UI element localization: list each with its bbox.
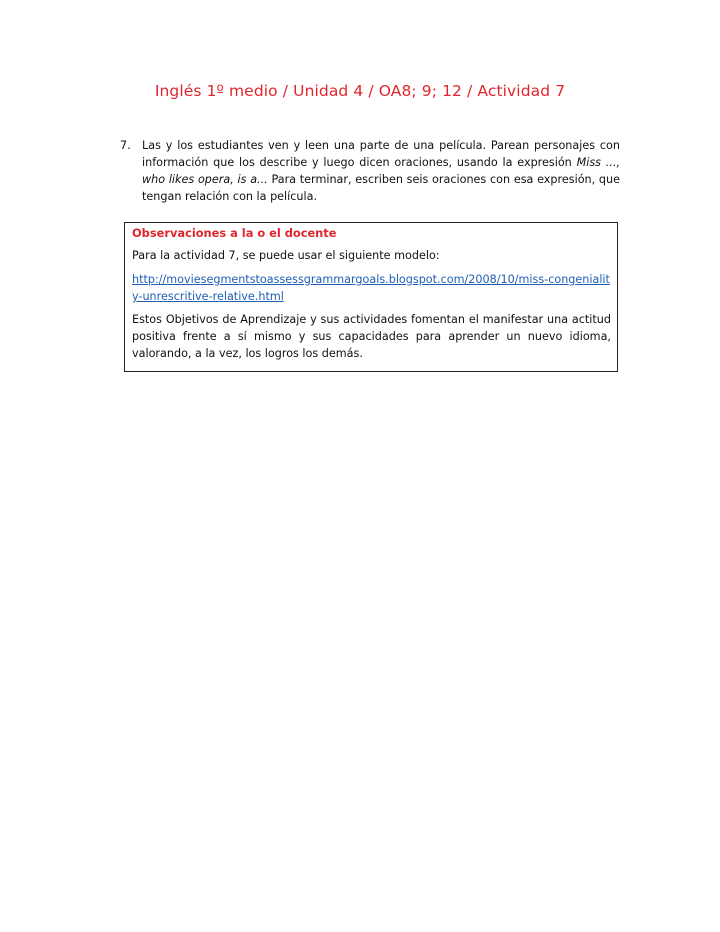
teacher-observations-box [124, 222, 618, 372]
activity-item [120, 137, 620, 205]
observations-title: Observaciones a la o el docente [132, 226, 337, 240]
page-title: Inglés 1º medio / Unidad 4 / OA8; 9; 12 / Actividad 7 [154, 82, 566, 100]
activity-description [142, 137, 620, 205]
activity-number: 7. [120, 139, 131, 152]
model-link[interactable]: http://moviesegmentstoassessgrammargoals.blogspot.com/2008/10/miss-congeniality-unrescritive-relative.html [132, 273, 610, 303]
activity-text-part1: Las y los estudiantes ven y leen una parte de una película. Parean personajes con información que los describe y luego dicen oraciones, usando la expresión [142, 139, 620, 169]
activity-expression: Miss ..., who likes opera, is a... [142, 156, 621, 186]
observations-intro: Para la actividad 7, se puede usar el siguiente modelo: [132, 249, 440, 262]
activity-text-part2: Para terminar, escriben seis oraciones con esa expresión, que tengan relación con la película. [142, 173, 621, 203]
observations-paragraph: Estos Objetivos de Aprendizaje y sus actividades fomentan el manifestar una actitud positiva frente a sí mismo y sus capacidades para aprender un nuevo idioma, valorando, a la vez, los logros los demás. [132, 313, 611, 360]
